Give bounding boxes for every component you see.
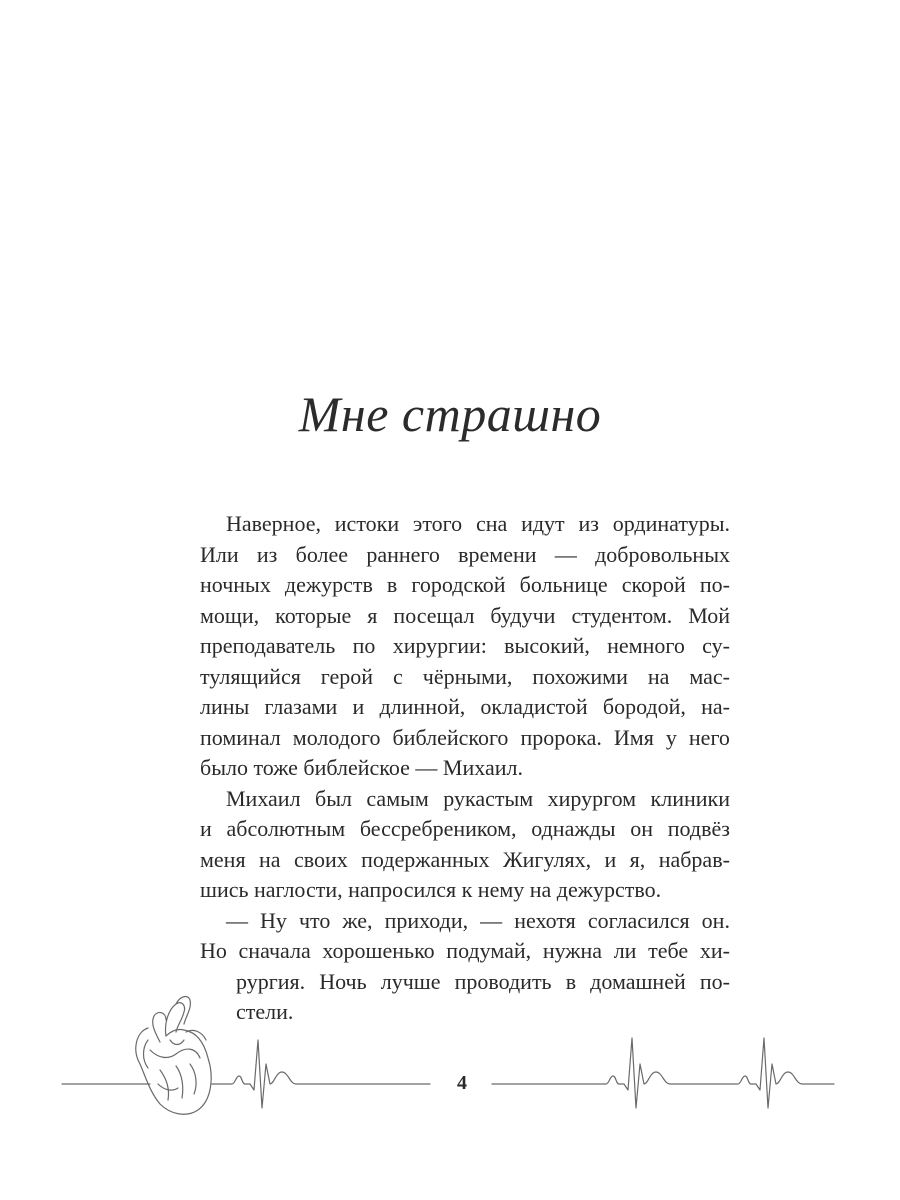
text-word: хи-: [699, 938, 730, 963]
text-word: больнице: [519, 572, 608, 597]
text-word: на-: [701, 694, 730, 719]
text-word: тулящийся: [200, 663, 301, 689]
text-line: [200, 540, 730, 571]
text-word: он: [630, 816, 654, 841]
text-word: немного: [607, 633, 685, 658]
text-word: что: [298, 907, 331, 933]
text-word: хирургии:: [392, 633, 487, 658]
text-word: домашней: [590, 968, 686, 994]
text-word: Ночь: [319, 968, 367, 994]
text-word: раннего: [366, 541, 440, 567]
text-word: ли: [613, 938, 637, 963]
text-word: ординатуры.: [612, 511, 730, 536]
text-word: клиники: [650, 785, 730, 811]
text-word: высокий,: [504, 633, 590, 658]
text-word: длинной,: [379, 694, 466, 719]
text-line: [200, 845, 730, 876]
text-word: поминал: [200, 724, 281, 750]
text-word: су-: [702, 633, 730, 658]
text-word: молодого: [292, 724, 381, 750]
text-word: по: [352, 633, 376, 658]
text-word: сна: [475, 511, 508, 536]
text-word: бессребреником,: [359, 816, 517, 841]
text-word: тебе: [648, 938, 689, 963]
text-word: герой: [320, 663, 374, 689]
text-line: [200, 631, 730, 662]
text-word: —: [480, 907, 503, 933]
text-word: по-: [699, 968, 730, 994]
text-word: у: [665, 724, 677, 750]
text-line: [200, 906, 730, 937]
text-word: библейского: [392, 724, 509, 750]
text-word: Михаил: [226, 785, 301, 811]
text-line: было тоже библейское — Михаил.: [200, 755, 523, 780]
text-word: рукастым: [443, 785, 534, 811]
text-word: и: [352, 694, 365, 719]
text-word: глазами: [264, 694, 338, 719]
heart-ecg-decoration-icon: [0, 980, 900, 1120]
text-word: хорошенько: [322, 938, 435, 963]
text-word: лучше: [380, 968, 441, 994]
text-word: с: [393, 663, 403, 689]
text-word: согласился: [587, 907, 690, 933]
text-line: [200, 509, 730, 540]
text-word: студентом.: [571, 602, 673, 628]
text-word: подержанных: [361, 846, 490, 872]
text-word: из: [256, 541, 278, 567]
text-line: шись наглости, напросился к нему на дежурство.: [200, 877, 662, 902]
text-word: идут: [521, 511, 565, 536]
text-word: Жигулях,: [502, 846, 592, 872]
text-line: [200, 784, 730, 815]
text-word: пророка.: [520, 724, 602, 750]
text-word: бородой,: [602, 694, 686, 719]
text-word: истоки: [334, 511, 400, 536]
text-word: городской: [411, 572, 506, 597]
text-word: абсолютным: [226, 816, 346, 841]
text-line: стели.: [236, 999, 294, 1024]
text-word: дежурств: [284, 572, 373, 597]
page-number: 4: [457, 1072, 467, 1094]
text-word: Ну: [260, 907, 287, 933]
text-word: Наверное,: [226, 511, 321, 536]
text-word: подумай,: [446, 938, 532, 963]
text-word: времени: [458, 541, 537, 567]
text-word: самым: [366, 785, 429, 811]
text-word: более: [295, 541, 349, 567]
text-word: посещал: [393, 602, 475, 628]
text-word: набрав-: [658, 846, 730, 872]
text-word: Мой: [688, 602, 730, 628]
body-text: [200, 509, 730, 1028]
text-line: [200, 936, 730, 967]
text-word: ночных: [200, 572, 271, 597]
text-word: же,: [342, 907, 373, 933]
text-word: скорой: [621, 572, 686, 597]
text-word: на: [647, 663, 670, 689]
text-word: чёрными,: [422, 663, 513, 689]
text-word: он.: [701, 907, 730, 933]
text-line: [200, 662, 730, 693]
text-word: приходи,: [384, 907, 469, 933]
text-word: рургия.: [236, 968, 306, 994]
text-word: своих: [293, 846, 348, 872]
text-word: нехотя: [514, 907, 576, 933]
text-word: этого: [412, 511, 463, 536]
chapter-title: Мне страшно: [298, 386, 602, 442]
text-line: [200, 723, 730, 754]
text-word: меня: [200, 846, 246, 872]
text-word: нужна: [542, 938, 603, 963]
text-word: добровольных: [595, 541, 730, 567]
text-word: на: [259, 846, 281, 872]
ecg-trace-left: [212, 1040, 430, 1108]
text-line: [200, 570, 730, 601]
text-word: в: [565, 968, 577, 994]
text-word: подвёз: [667, 816, 730, 841]
text-word: мощи,: [200, 602, 260, 628]
text-word: —: [226, 907, 248, 933]
text-line: [200, 692, 730, 723]
text-word: преподаватель: [200, 633, 336, 658]
text-word: похожими: [532, 663, 628, 689]
text-line: [200, 814, 730, 845]
text-word: Но: [200, 938, 227, 963]
heart-icon: [136, 997, 211, 1115]
ecg-trace-right: [492, 1038, 834, 1108]
text-word: и: [604, 846, 617, 872]
text-line: [200, 601, 730, 632]
text-word: лины: [200, 694, 250, 719]
text-word: в: [386, 572, 398, 597]
text-word: был: [315, 785, 352, 811]
text-word: однажды: [531, 816, 616, 841]
text-word: будучи: [490, 602, 556, 628]
text-word: по-: [699, 572, 730, 597]
text-word: я,: [629, 846, 646, 872]
text-word: я: [367, 602, 378, 628]
text-word: окладистой: [480, 694, 588, 719]
text-word: Или: [200, 541, 239, 567]
text-word: —: [554, 541, 577, 567]
text-word: и: [200, 816, 212, 841]
text-word: мас-: [689, 663, 730, 689]
text-word: проводить: [454, 968, 552, 994]
text-word: хирургом: [547, 785, 637, 811]
text-word: которые: [275, 602, 352, 628]
text-word: Имя: [613, 724, 654, 750]
text-word: него: [688, 724, 730, 750]
text-word: сначала: [238, 938, 311, 963]
text-word: из: [578, 511, 599, 536]
